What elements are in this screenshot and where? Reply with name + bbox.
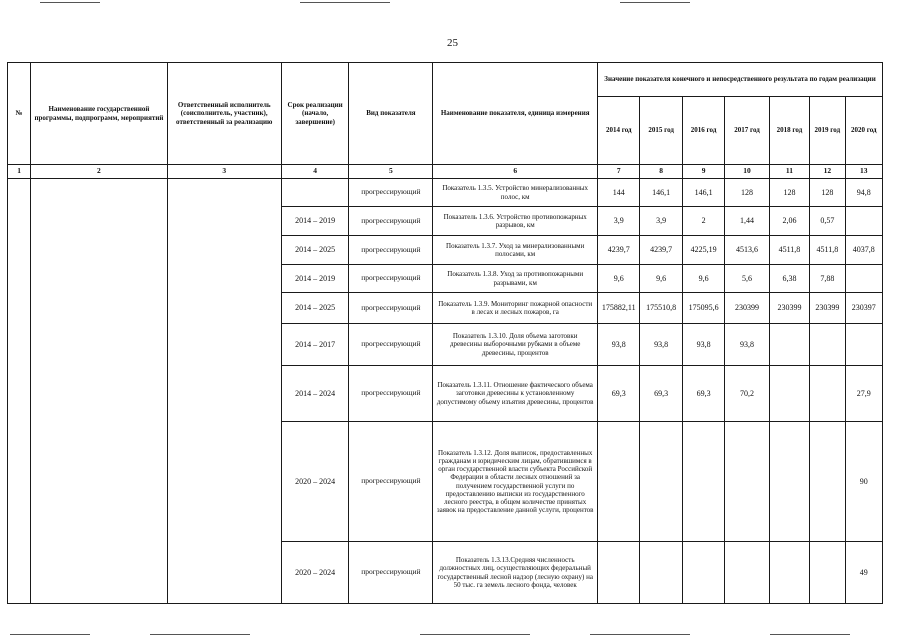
cell-value: 4239,7 bbox=[598, 236, 640, 265]
column-number: 5 bbox=[349, 165, 433, 179]
cell-value bbox=[682, 422, 724, 542]
cell-kind: прогрессирующий bbox=[349, 179, 433, 207]
column-number: 11 bbox=[769, 165, 809, 179]
cell-value: 6,38 bbox=[769, 265, 809, 293]
cell-kind: прогрессирующий bbox=[349, 324, 433, 366]
cell-value bbox=[769, 542, 809, 604]
column-number: 1 bbox=[8, 165, 31, 179]
cell-indicator: Показатель 1.3.10. Доля объема заготовки древесины выборочными рубками в объеме древесины, процентов bbox=[433, 324, 598, 366]
indicators-table bbox=[7, 62, 883, 604]
cell-term: 2020 – 2024 bbox=[281, 422, 349, 542]
cell-value: 49 bbox=[845, 542, 882, 604]
cell-value: 69,3 bbox=[640, 366, 682, 422]
cell-kind: прогрессирующий bbox=[349, 207, 433, 236]
cell-value: 4513,6 bbox=[725, 236, 769, 265]
cell-value bbox=[725, 422, 769, 542]
header-indicator-name: Наименование показателя, единица измерения bbox=[433, 63, 598, 165]
column-number: 12 bbox=[810, 165, 845, 179]
column-number: 13 bbox=[845, 165, 882, 179]
cell-value: 4239,7 bbox=[640, 236, 682, 265]
cell-value: 9,6 bbox=[682, 265, 724, 293]
cell-value: 93,8 bbox=[725, 324, 769, 366]
cell-kind: прогрессирующий bbox=[349, 366, 433, 422]
column-number: 10 bbox=[725, 165, 769, 179]
cell-value: 144 bbox=[598, 179, 640, 207]
cell-value bbox=[598, 542, 640, 604]
cell-value: 94,8 bbox=[845, 179, 882, 207]
cell-value: 4037,8 bbox=[845, 236, 882, 265]
cell-kind: прогрессирующий bbox=[349, 293, 433, 324]
cell-term: 2014 – 2019 bbox=[281, 207, 349, 236]
cell-value: 69,3 bbox=[682, 366, 724, 422]
cell-value: 146,1 bbox=[640, 179, 682, 207]
header-number: № bbox=[8, 63, 31, 165]
scan-line bbox=[590, 634, 690, 635]
column-number: 7 bbox=[598, 165, 640, 179]
cell-value: 93,8 bbox=[640, 324, 682, 366]
scan-line bbox=[770, 634, 850, 635]
cell-value bbox=[810, 422, 845, 542]
cell-value: 146,1 bbox=[682, 179, 724, 207]
cell-value: 93,8 bbox=[598, 324, 640, 366]
cell-term: 2014 – 2017 bbox=[281, 324, 349, 366]
cell-indicator: Показатель 1.3.11. Отношение фактического объема заготовки древесины к установленному допустимому объему изъятия древесины, процентов bbox=[433, 366, 598, 422]
column-numbers-row bbox=[8, 165, 883, 179]
scan-line bbox=[40, 2, 100, 3]
cell-value bbox=[769, 422, 809, 542]
cell-value: 2 bbox=[682, 207, 724, 236]
page-number: 25 bbox=[447, 37, 458, 49]
cell-value bbox=[810, 324, 845, 366]
cell-value: 0,57 bbox=[810, 207, 845, 236]
cell-value bbox=[640, 422, 682, 542]
cell-value: 90 bbox=[845, 422, 882, 542]
cell-term bbox=[281, 179, 349, 207]
cell-value: 128 bbox=[725, 179, 769, 207]
cell-value bbox=[640, 542, 682, 604]
cell-value bbox=[682, 542, 724, 604]
cell-value: 3,9 bbox=[640, 207, 682, 236]
cell-value: 175882,11 bbox=[598, 293, 640, 324]
cell-program-empty bbox=[31, 179, 167, 604]
cell-indicator: Показатель 1.3.12. Доля выписок, предоставленных гражданам и юридическим лицам, обратившимся в орган государственной власти субъекта Российской Федерации в области лесных отношений за получением государственной услуги по предоставлению выписки из государственного лесного реестра, в общем количестве принятых заявок на предоставление данной услуги, процентов bbox=[433, 422, 598, 542]
scan-line bbox=[420, 634, 530, 635]
cell-kind: прогрессирующий bbox=[349, 542, 433, 604]
cell-value: 3,9 bbox=[598, 207, 640, 236]
cell-value: 175095,6 bbox=[682, 293, 724, 324]
cell-value: 4225,19 bbox=[682, 236, 724, 265]
cell-term: 2020 – 2024 bbox=[281, 542, 349, 604]
cell-term: 2014 – 2019 bbox=[281, 265, 349, 293]
cell-value bbox=[845, 207, 882, 236]
cell-value: 230397 bbox=[845, 293, 882, 324]
cell-kind: прогрессирующий bbox=[349, 265, 433, 293]
cell-number-empty bbox=[8, 179, 31, 604]
scan-line bbox=[150, 634, 250, 635]
scan-line bbox=[620, 2, 690, 3]
cell-value: 175510,8 bbox=[640, 293, 682, 324]
header-responsible: Ответственный исполнитель (соисполнитель, участник), ответственный за реализацию bbox=[167, 63, 281, 165]
cell-value: 128 bbox=[769, 179, 809, 207]
scan-line bbox=[10, 634, 90, 635]
cell-value: 4511,8 bbox=[769, 236, 809, 265]
cell-value: 2,06 bbox=[769, 207, 809, 236]
cell-value: 7,88 bbox=[810, 265, 845, 293]
header-year: 2019 год bbox=[810, 97, 845, 165]
cell-value bbox=[845, 324, 882, 366]
header-year: 2018 год bbox=[769, 97, 809, 165]
cell-indicator: Показатель 1.3.13.Средняя численность должностных лиц, осуществляющих федеральный государственный лесной надзор (лесную охрану) на 50 тыс. га земель лесного фонда, человек bbox=[433, 542, 598, 604]
cell-value: 230399 bbox=[810, 293, 845, 324]
cell-value: 4511,8 bbox=[810, 236, 845, 265]
header-year: 2017 год bbox=[725, 97, 769, 165]
header-year: 2015 год bbox=[640, 97, 682, 165]
table-row bbox=[8, 179, 883, 207]
header-year: 2020 год bbox=[845, 97, 882, 165]
cell-term: 2014 – 2025 bbox=[281, 236, 349, 265]
column-number: 4 bbox=[281, 165, 349, 179]
cell-value bbox=[769, 324, 809, 366]
column-number: 2 bbox=[31, 165, 167, 179]
cell-value: 128 bbox=[810, 179, 845, 207]
cell-value: 230399 bbox=[769, 293, 809, 324]
header-program-name: Наименование государственной программы, подпрограмм, мероприятий bbox=[31, 63, 167, 165]
column-number: 8 bbox=[640, 165, 682, 179]
cell-indicator: Показатель 1.3.9. Мониторинг пожарной опасности в лесах и лесных пожаров, га bbox=[433, 293, 598, 324]
cell-value: 230399 bbox=[725, 293, 769, 324]
cell-value: 9,6 bbox=[598, 265, 640, 293]
cell-indicator: Показатель 1.3.5. Устройство минерализованных полос, км bbox=[433, 179, 598, 207]
cell-value: 93,8 bbox=[682, 324, 724, 366]
cell-value bbox=[725, 542, 769, 604]
cell-value bbox=[845, 265, 882, 293]
cell-indicator: Показатель 1.3.7. Уход за минерализованными полосами, км bbox=[433, 236, 598, 265]
cell-value bbox=[598, 422, 640, 542]
column-number: 6 bbox=[433, 165, 598, 179]
cell-value: 5,6 bbox=[725, 265, 769, 293]
header-values-group: Значение показателя конечного и непосредственного результата по годам реализации bbox=[598, 63, 883, 97]
header-year: 2016 год bbox=[682, 97, 724, 165]
cell-kind: прогрессирующий bbox=[349, 422, 433, 542]
scan-line bbox=[300, 2, 390, 3]
cell-value bbox=[810, 542, 845, 604]
cell-value bbox=[810, 366, 845, 422]
cell-value: 69,3 bbox=[598, 366, 640, 422]
column-number: 3 bbox=[167, 165, 281, 179]
cell-value: 27,9 bbox=[845, 366, 882, 422]
cell-term: 2014 – 2024 bbox=[281, 366, 349, 422]
cell-value: 9,6 bbox=[640, 265, 682, 293]
column-number: 9 bbox=[682, 165, 724, 179]
header-term: Срок реализации (начало, завершение) bbox=[281, 63, 349, 165]
header-indicator-kind: Вид показателя bbox=[349, 63, 433, 165]
header-year: 2014 год bbox=[598, 97, 640, 165]
cell-value: 1,44 bbox=[725, 207, 769, 236]
cell-term: 2014 – 2025 bbox=[281, 293, 349, 324]
cell-value bbox=[769, 366, 809, 422]
cell-value: 70,2 bbox=[725, 366, 769, 422]
cell-kind: прогрессирующий bbox=[349, 236, 433, 265]
cell-indicator: Показатель 1.3.8. Уход за противопожарными разрывами, км bbox=[433, 265, 598, 293]
cell-responsible-empty bbox=[167, 179, 281, 604]
cell-indicator: Показатель 1.3.6. Устройство противопожарных разрывов, км bbox=[433, 207, 598, 236]
